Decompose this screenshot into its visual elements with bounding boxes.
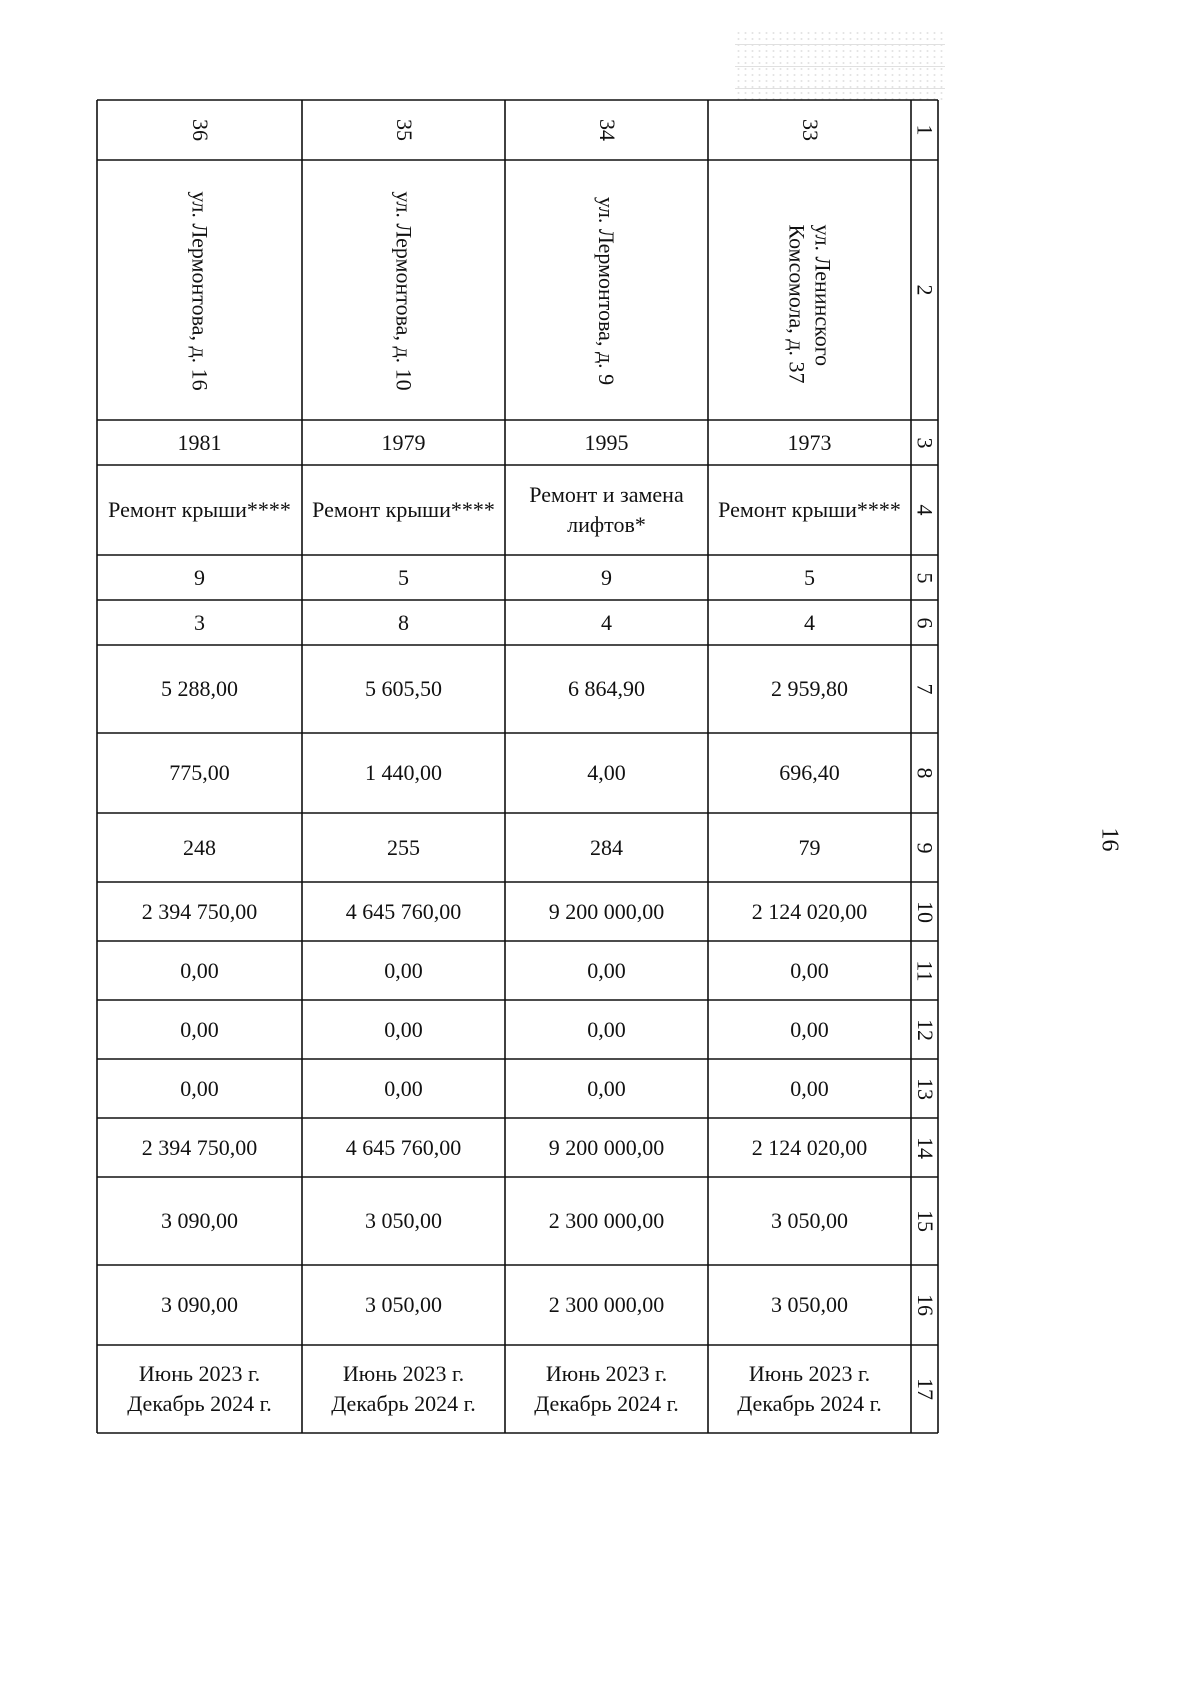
- column-number-cell: [911, 941, 938, 1000]
- table-cell: 0,00: [384, 1016, 423, 1042]
- table-cell: 775,00: [169, 760, 230, 785]
- table-cell: 3 090,00: [161, 1292, 238, 1317]
- table-cell: 0,00: [384, 957, 423, 983]
- table-cell: 0,00: [790, 1016, 829, 1042]
- table-cell: 4 645 760,00: [345, 1134, 462, 1160]
- address-cell: [97, 160, 302, 420]
- table-cell: 4: [804, 609, 815, 635]
- column-number-cell: [911, 1265, 938, 1345]
- column-number-cell: [911, 1177, 938, 1265]
- column-number-cell: [911, 813, 938, 882]
- table-cell: 248: [183, 834, 216, 860]
- column-number: 10: [912, 900, 938, 923]
- period-cell: Июнь 2023 г. Декабрь 2024 г.: [127, 1361, 272, 1416]
- table-cell: 2 959,80: [771, 676, 848, 701]
- table-cell: 1979: [381, 429, 426, 455]
- column-number: 2: [912, 284, 938, 296]
- table-cell: 79: [798, 834, 821, 860]
- table-cell: 2 124 020,00: [751, 1134, 868, 1160]
- column-number-cell: [911, 1118, 938, 1177]
- table-cell: 9 200 000,00: [548, 898, 665, 924]
- table-cell: 2 394 750,00: [141, 898, 258, 924]
- table-cell: 9: [601, 564, 612, 590]
- column-number-cell: [911, 600, 938, 645]
- table-cell: 4,00: [587, 760, 626, 785]
- column-number-cell: [911, 160, 938, 420]
- column-number: 13: [912, 1077, 938, 1100]
- table-cell: 1995: [584, 429, 629, 455]
- row-number: 35: [391, 119, 417, 141]
- column-number: 5: [912, 572, 938, 583]
- table-cell: 4: [601, 609, 612, 635]
- address-cell: [505, 160, 708, 420]
- row-number-cell: [708, 100, 911, 160]
- column-number-cell: [911, 100, 938, 160]
- column-number-cell: [911, 733, 938, 813]
- row-number-cell: [302, 100, 505, 160]
- column-number-cell: [911, 465, 938, 555]
- address: ул. Ленинского Комсомола, д. 37: [784, 224, 836, 384]
- table-cell: Ремонт и замена лифтов*: [529, 482, 684, 537]
- address-cell: [302, 160, 505, 420]
- row-number: 36: [187, 119, 213, 141]
- column-number-cell: [911, 1059, 938, 1118]
- column-number: 11: [912, 959, 938, 982]
- table-cell: 0,00: [180, 957, 219, 983]
- table-cell: 5: [804, 564, 815, 590]
- row-number-cell: [505, 100, 708, 160]
- row-number: 33: [797, 119, 823, 141]
- column-number: 4: [912, 504, 938, 516]
- table-cell: 2 300 000,00: [548, 1292, 665, 1317]
- column-number-cell: [911, 882, 938, 941]
- address: ул. Лермонтова, д. 10: [391, 191, 417, 391]
- table-cell: 2 394 750,00: [141, 1134, 258, 1160]
- column-number-cell: [911, 1345, 938, 1433]
- column-number: 8: [912, 767, 938, 779]
- column-number: 17: [912, 1378, 938, 1400]
- table-cell: Ремонт крыши****: [718, 497, 901, 522]
- period-cell: Июнь 2023 г. Декабрь 2024 г.: [534, 1361, 679, 1416]
- page-number: 16: [1096, 827, 1123, 852]
- table-cell: 1973: [787, 429, 832, 455]
- table-cell: 0,00: [790, 1075, 829, 1101]
- row-number-cell: [97, 100, 302, 160]
- table-cell: 0,00: [587, 1075, 626, 1101]
- table-cell: 4 645 760,00: [345, 898, 462, 924]
- column-number: 16: [912, 1294, 938, 1316]
- table-cell: Ремонт крыши****: [108, 497, 291, 522]
- table-cell: Ремонт крыши****: [312, 497, 495, 522]
- column-number: 6: [912, 617, 938, 628]
- table-cell: 0,00: [790, 957, 829, 983]
- table-cell: 2 124 020,00: [751, 898, 868, 924]
- table-cell: 3 050,00: [365, 1208, 442, 1233]
- row-number: 34: [594, 119, 620, 141]
- table-cell: 0,00: [587, 957, 626, 983]
- table-cell: 1 440,00: [365, 760, 442, 785]
- table-cell: 284: [590, 834, 623, 860]
- period-cell: Июнь 2023 г. Декабрь 2024 г.: [737, 1361, 882, 1416]
- column-number: 3: [912, 437, 938, 448]
- table-cell: 3 050,00: [365, 1292, 442, 1317]
- table-cell: 9: [194, 564, 205, 590]
- address: ул. Лермонтова, д. 9: [594, 196, 620, 386]
- address: ул. Лермонтова, д. 16: [187, 191, 213, 391]
- column-number-cell: [911, 645, 938, 733]
- table-cell: 3: [194, 609, 205, 635]
- column-number-cell: [911, 555, 938, 600]
- table-cell: 3 090,00: [161, 1208, 238, 1233]
- table-cell: 9 200 000,00: [548, 1134, 665, 1160]
- column-number: 7: [912, 683, 938, 695]
- table-cell: 0,00: [587, 1016, 626, 1042]
- table-cell: 1981: [177, 429, 222, 455]
- table-cell: 3 050,00: [771, 1208, 848, 1233]
- table-cell: 255: [387, 834, 420, 860]
- column-number: 9: [912, 842, 938, 853]
- table-cell: 6 864,90: [568, 676, 645, 701]
- table-cell: 5 288,00: [161, 676, 238, 701]
- column-number-cell: [911, 1000, 938, 1059]
- table-cell: 2 300 000,00: [548, 1208, 665, 1233]
- column-number: 1: [912, 124, 938, 136]
- column-number: 12: [912, 1018, 938, 1041]
- table-cell: 5 605,50: [365, 676, 442, 701]
- table-cell: 8: [398, 609, 409, 635]
- column-number-cell: [911, 420, 938, 465]
- table-cell: 0,00: [180, 1016, 219, 1042]
- table-cell: 0,00: [384, 1075, 423, 1101]
- table-cell: 696,40: [779, 760, 840, 785]
- column-number: 14: [912, 1136, 938, 1159]
- address-cell: [708, 160, 911, 420]
- table-cell: 0,00: [180, 1075, 219, 1101]
- column-number: 15: [912, 1210, 938, 1232]
- table-cell: 3 050,00: [771, 1292, 848, 1317]
- table-cell: 5: [398, 564, 409, 590]
- period-cell: Июнь 2023 г. Декабрь 2024 г.: [331, 1361, 476, 1416]
